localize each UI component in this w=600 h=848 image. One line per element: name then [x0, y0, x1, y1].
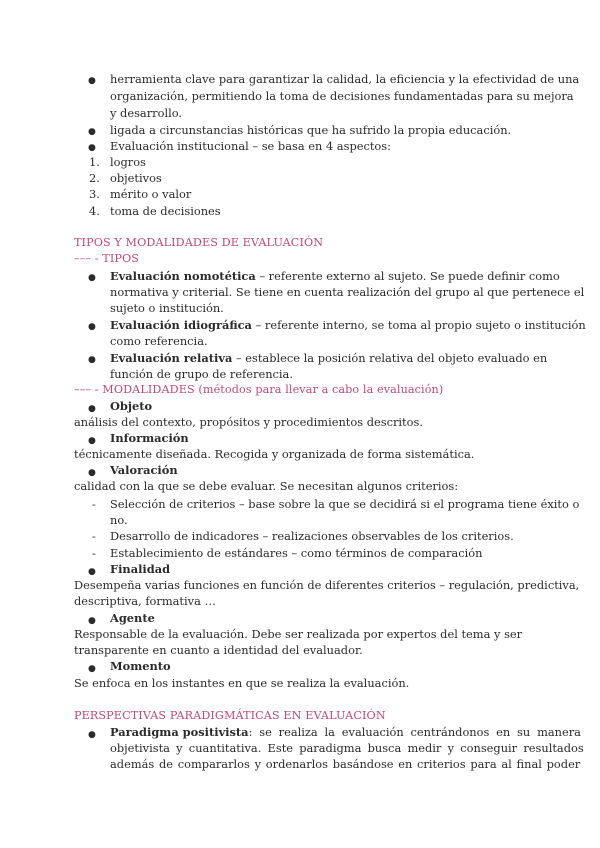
subsection-heading: ––– - MODALIDADES (métodos para llevar a cabo la evaluación)	[74, 383, 444, 396]
bullet-icon: ●	[88, 468, 96, 478]
text-line: calidad con la que se debe evaluar. Se necesitan algunos criterios:	[74, 479, 459, 493]
text-line: Evaluación institucional – se basa en 4 aspectos:	[110, 139, 391, 153]
text-line: análisis del contexto, propósitos y procedimientos descritos.	[74, 415, 423, 429]
bullet-icon: ●	[88, 143, 96, 153]
text-line: y desarrollo.	[110, 106, 183, 120]
text-line: normativa y criterial. Se tiene en cuenta realización del grupo al que pertenece el	[110, 285, 585, 299]
text-line: transparente en cuanto a identidad del evaluador.	[74, 643, 363, 657]
term-definition: – referente interno, se toma al propio sujeto o institución	[251, 318, 586, 332]
list-number: 2.	[89, 171, 100, 185]
text-line: organización, permitiendo la toma de decisiones fundamentadas para su mejora	[110, 89, 574, 103]
bullet-icon: ●	[88, 567, 96, 577]
dash-marker: -	[92, 529, 96, 543]
list-item: logros	[110, 155, 146, 169]
modality-label: Momento	[110, 659, 171, 673]
text-line: Desempeña varias funciones en función de diferentes criterios – regulación, predictiva,	[74, 578, 580, 592]
text-line: técnicamente diseñada. Recogida y organizada de forma sistemática.	[74, 447, 475, 461]
text-line: además de compararlos y ordenarlos basándose en criterios para al final poder	[110, 757, 581, 771]
text-line	[110, 268, 560, 284]
text-line	[110, 317, 586, 333]
term: Evaluación relativa	[110, 351, 233, 365]
bullet-icon: ●	[88, 76, 96, 86]
bullet-icon: ●	[88, 730, 96, 740]
term: Paradigma positivista	[110, 725, 249, 739]
modality-label: Información	[110, 431, 189, 445]
modality-label: Valoración	[110, 463, 178, 477]
bullet-icon: ●	[88, 355, 96, 365]
list-number: 4.	[89, 204, 100, 218]
text-line: ligada a circunstancias históricas que ha sufrido la propia educación.	[110, 123, 512, 137]
list-number: 3.	[89, 187, 100, 201]
bullet-icon: ●	[88, 616, 96, 626]
bullet-icon: ●	[88, 404, 96, 414]
subsection-heading: ––– - TIPOS	[74, 252, 140, 265]
list-number: 1.	[89, 155, 100, 169]
text-line	[110, 350, 547, 366]
text-line: Se enfoca en los instantes en que se realiza la evaluación.	[74, 676, 410, 690]
term-definition: : se realiza la evaluación centrándonos en su manera	[248, 725, 581, 739]
text-line: no.	[110, 513, 128, 527]
bullet-icon: ●	[88, 273, 96, 283]
text-line: sujeto o institución.	[110, 301, 224, 315]
bullet-icon: ●	[88, 322, 96, 332]
text-line: función de grupo de referencia.	[110, 367, 293, 381]
list-item: mérito o valor	[110, 187, 192, 201]
term-definition: – establece la posición relativa del objeto evaluado en	[232, 351, 548, 365]
list-item: objetivos	[110, 171, 162, 185]
dash-marker: -	[92, 546, 96, 560]
text-line	[110, 724, 581, 740]
section-heading: TIPOS Y MODALIDADES DE EVALUACIÓN	[74, 236, 324, 249]
text-line: descriptiva, formativa …	[74, 594, 216, 608]
modality-label: Finalidad	[110, 562, 171, 576]
section-heading: PERSPECTIVAS PARADIGMÁTICAS EN EVALUACIÓN	[74, 709, 386, 722]
text-line: Selección de criterios – base sobre la que se decidirá si el programa tiene éxito o	[110, 497, 580, 511]
text-line: Desarrollo de indicadores – realizaciones observables de los criterios.	[110, 529, 514, 543]
text-line: como referencia.	[110, 334, 208, 348]
term: Evaluación idiográfica	[110, 318, 252, 332]
term-definition: – referente externo al sujeto. Se puede definir como	[255, 269, 560, 283]
term: Evaluación nomotética	[110, 269, 256, 283]
text-line: objetivista y cuantitativa. Este paradigma busca medir y conseguir resultados	[110, 741, 584, 755]
bullet-icon: ●	[88, 127, 96, 137]
dash-marker: -	[92, 497, 96, 511]
bullet-icon: ●	[88, 664, 96, 674]
text-line: Establecimiento de estándares – como términos de comparación	[110, 546, 483, 560]
text-line: herramienta clave para garantizar la calidad, la eficiencia y la efectividad de una	[110, 72, 580, 86]
list-item: toma de decisiones	[110, 204, 221, 218]
modality-label: Agente	[110, 611, 155, 625]
modality-label: Objeto	[110, 399, 153, 413]
bullet-icon: ●	[88, 436, 96, 446]
text-line: Responsable de la evaluación. Debe ser realizada por expertos del tema y ser	[74, 627, 523, 641]
